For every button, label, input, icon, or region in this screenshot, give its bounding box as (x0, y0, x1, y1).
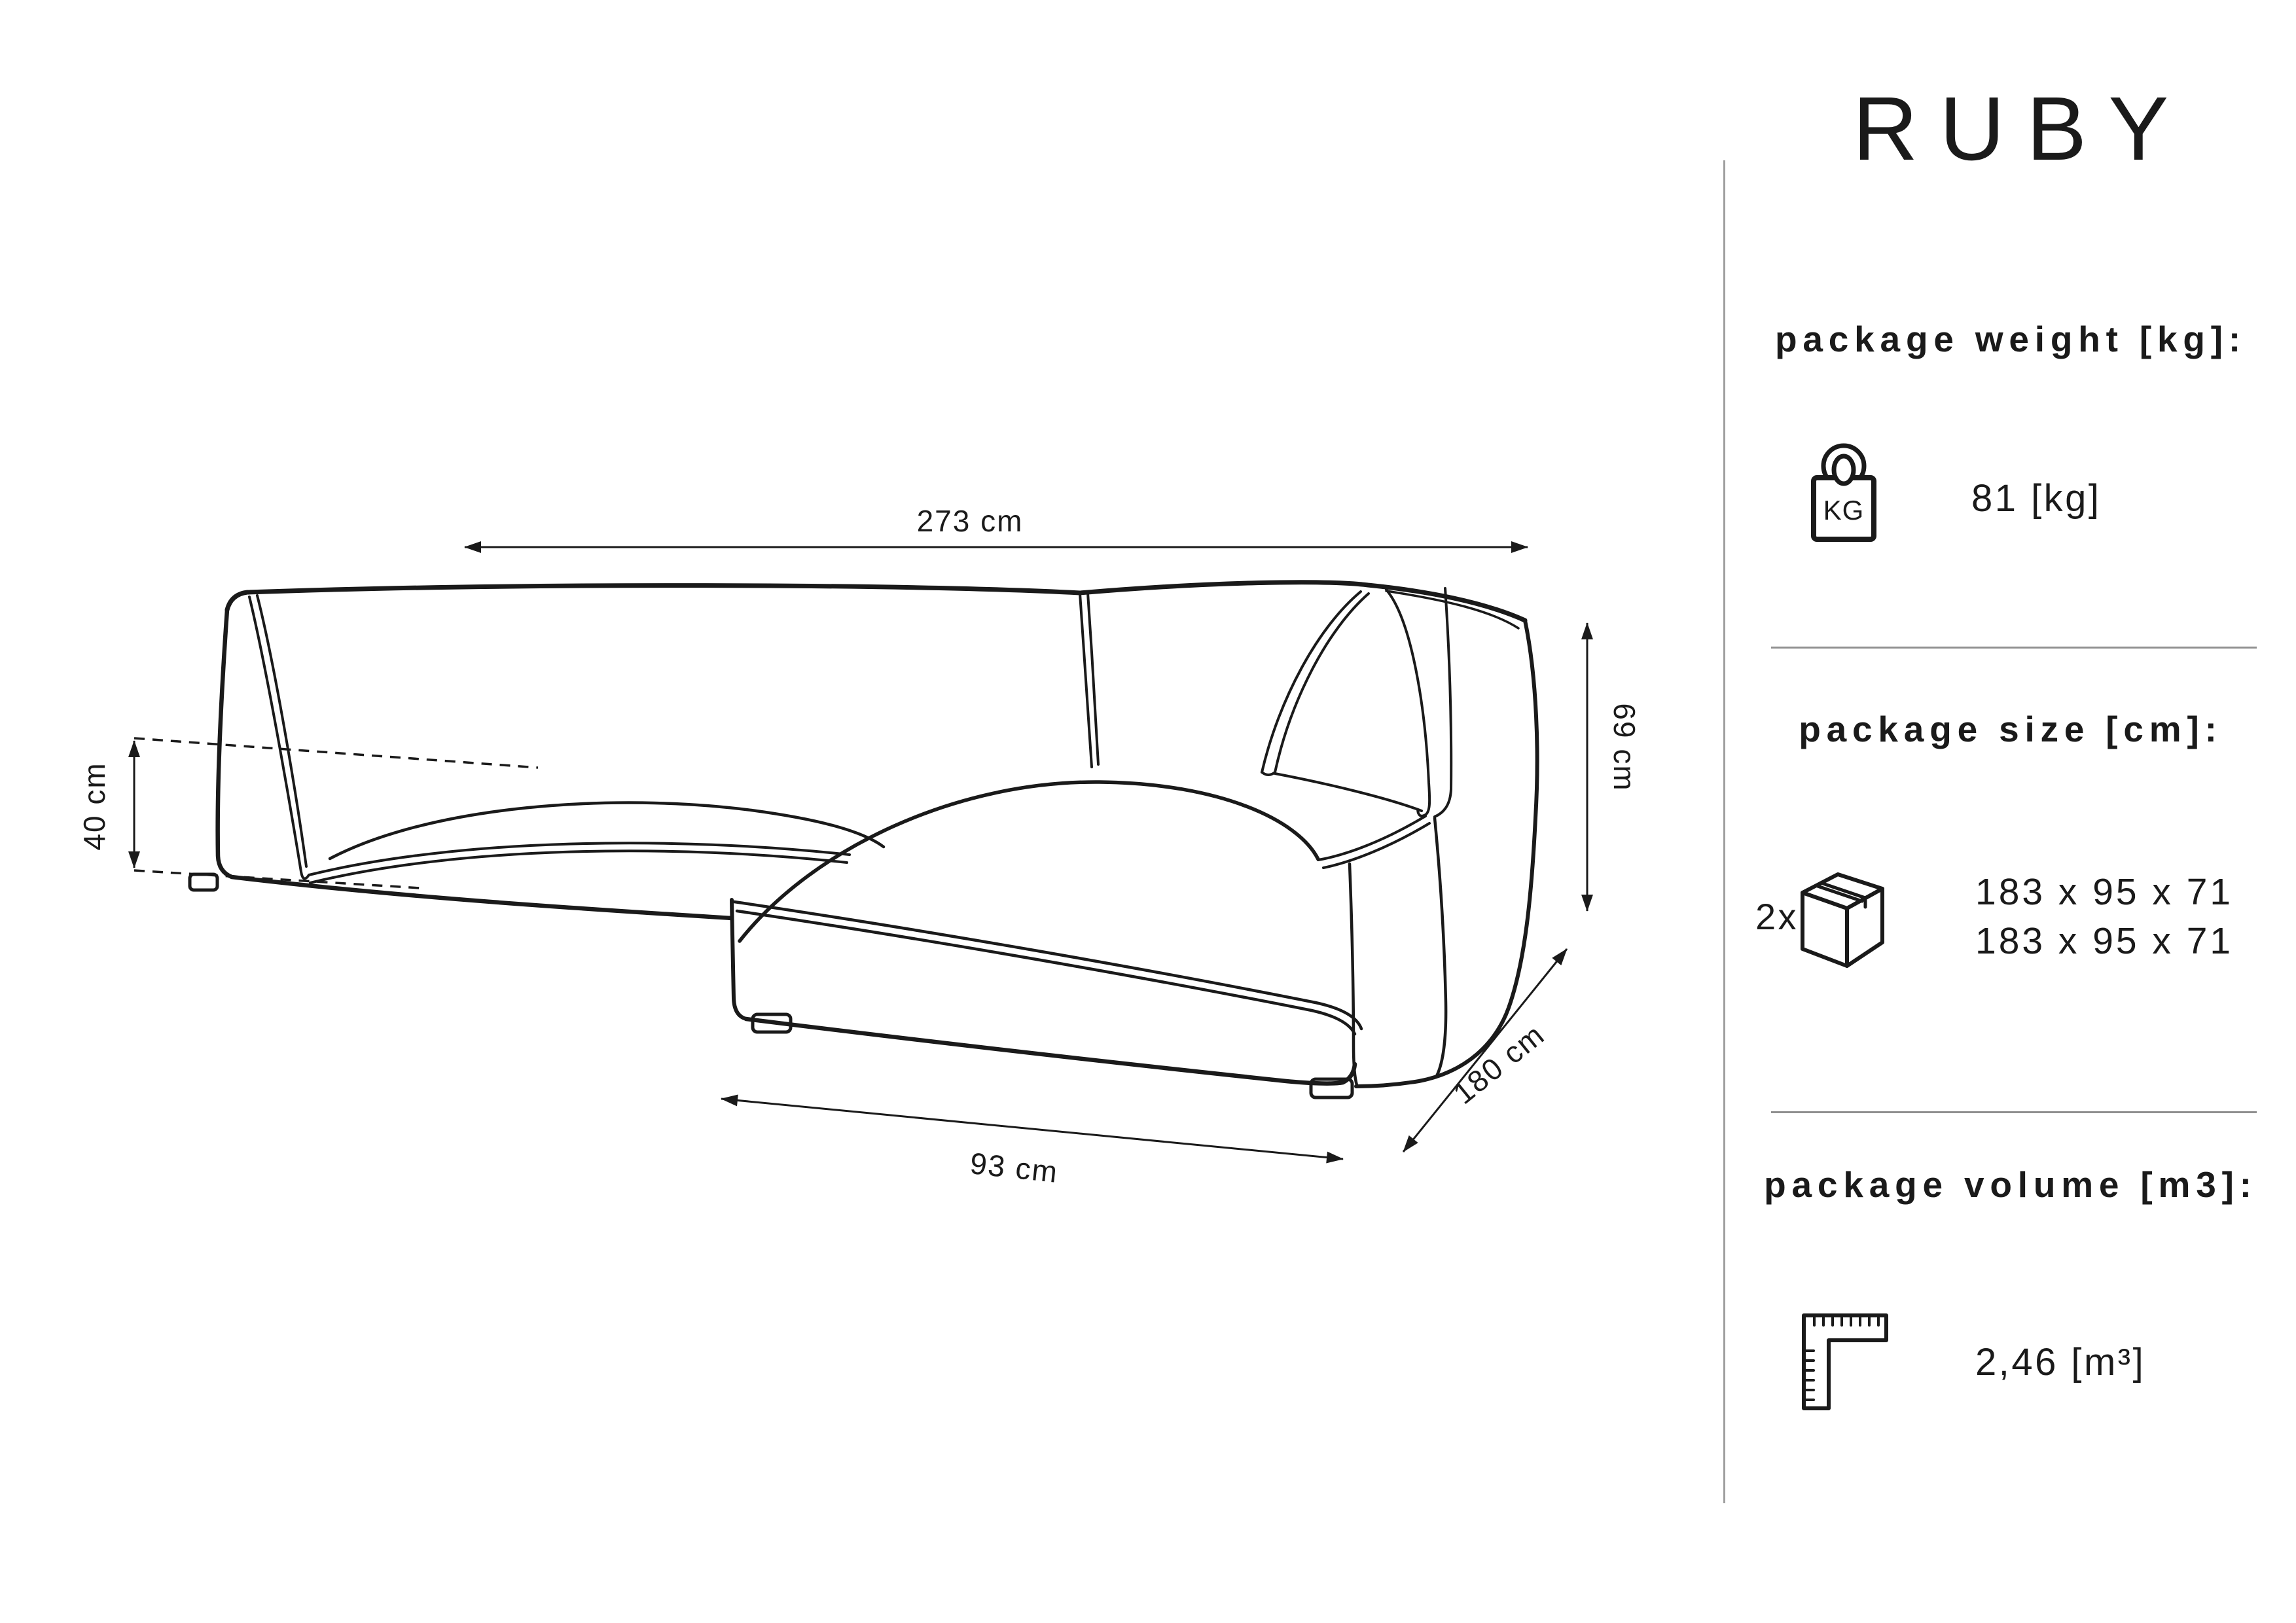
dimension-total-width-label: 273 cm (916, 504, 1024, 538)
sofa-outline (218, 582, 1537, 1086)
ruler-icon (1799, 1297, 1893, 1414)
box-icon (1796, 859, 1890, 975)
dimension-depth (1403, 949, 1567, 1152)
dimension-depth-label: 180 cm (1446, 1017, 1551, 1111)
sofa-foot-left (190, 874, 217, 890)
dashed-extension-top (134, 738, 538, 768)
package-size-heading: package size [cm]: (1799, 709, 2223, 749)
package-count-label: 2x (1755, 896, 1799, 937)
dashed-extension-bottom (134, 870, 420, 888)
dimension-chaise-width-label: 93 cm (968, 1146, 1060, 1190)
kg-bag-icon (1809, 436, 1878, 544)
package-size-value-1: 183 x 95 x 71 (1975, 871, 2234, 913)
package-weight-heading: package weight [kg]: (1775, 319, 2246, 359)
dimension-seat-height-label: 40 cm (77, 762, 111, 851)
dimension-back-height-label: 69 cm (1607, 703, 1641, 792)
dimension-back-height (1587, 623, 1641, 911)
dimension-chaise-width (721, 1099, 1343, 1189)
package-size-values (1975, 868, 2233, 966)
package-volume-heading: package volume [m3]: (1764, 1164, 2257, 1205)
dimension-total-width (465, 504, 1528, 547)
package-info-panel (1725, 0, 2296, 1623)
product-title: RUBY (1852, 79, 2191, 179)
package-weight-value: 81 [kg] (1971, 477, 2102, 520)
kg-icon-label: KG (1823, 495, 1865, 526)
package-volume-value: 2,46 [m³] (1975, 1341, 2146, 1383)
package-size-value-2: 183 x 95 x 71 (1975, 920, 2234, 962)
panel-divider-2 (1771, 1111, 2257, 1113)
panel-divider-1 (1771, 647, 2257, 649)
dimension-seat-height (77, 738, 538, 888)
